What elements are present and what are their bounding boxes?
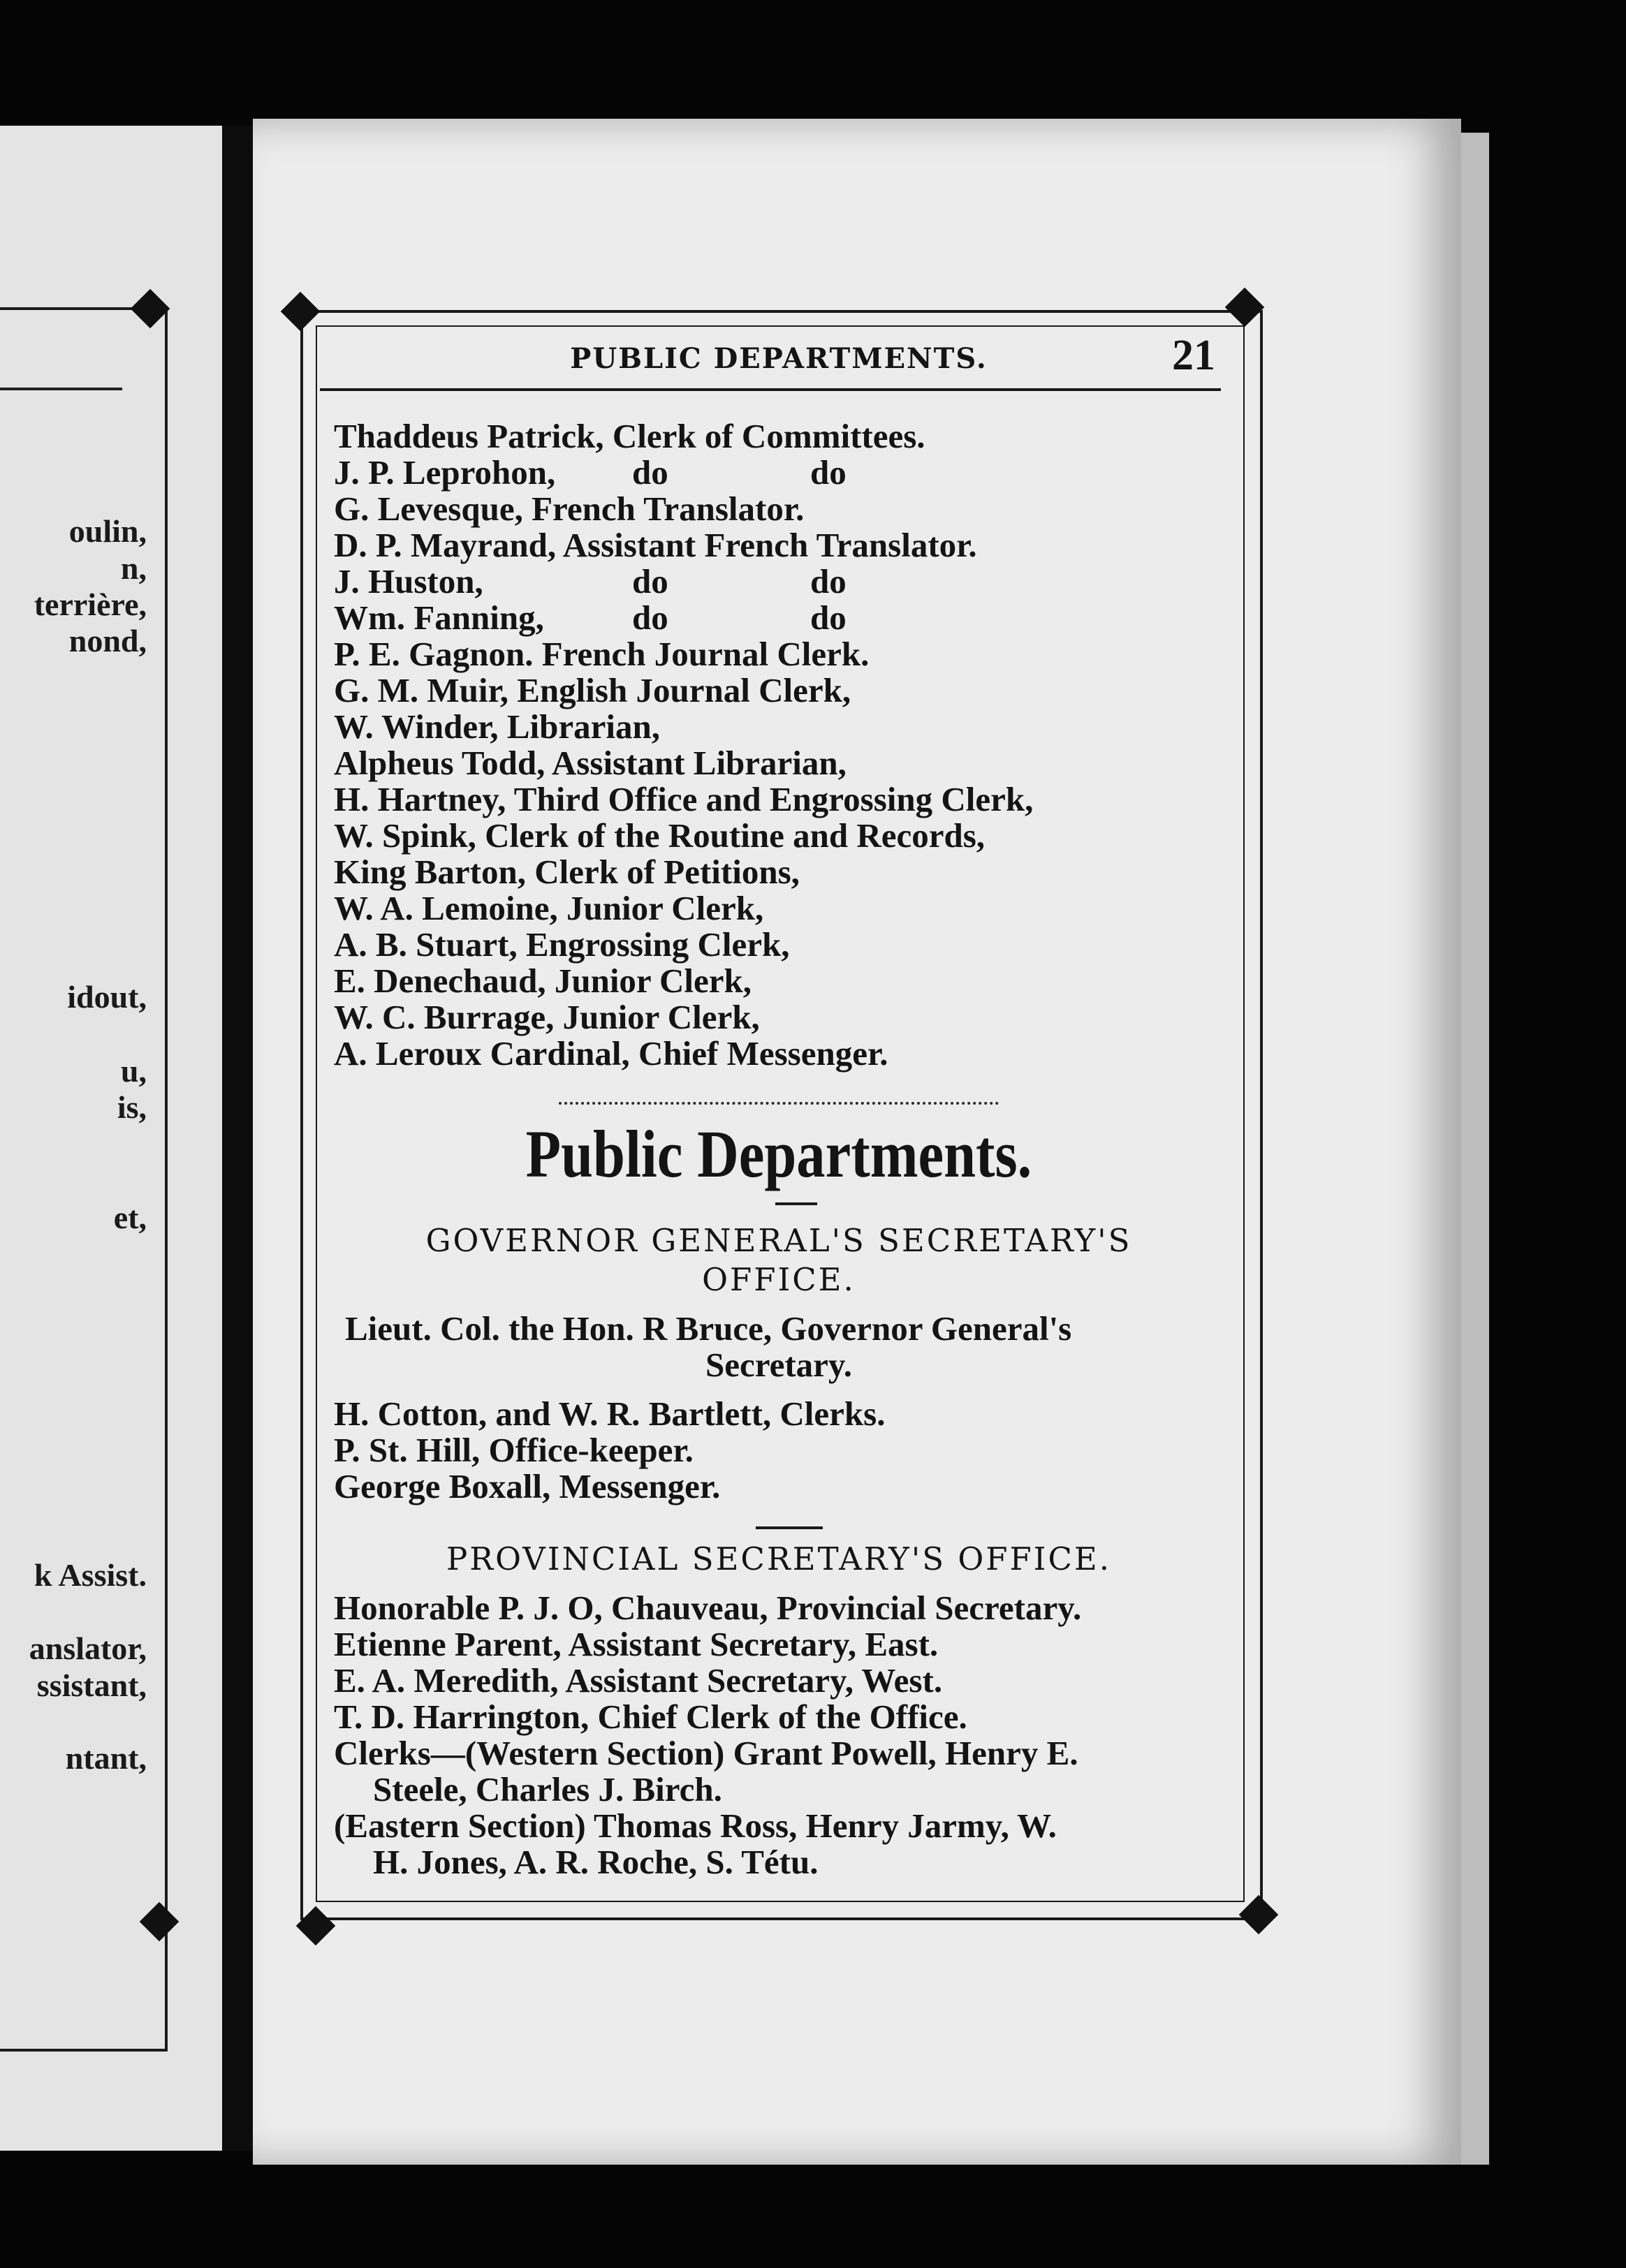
governor-office-line-cont: Secretary. xyxy=(705,1346,852,1384)
provincial-office-line-cont: Steele, Charles J. Birch. xyxy=(373,1770,722,1809)
provincial-office-line-cont: H. Jones, A. R. Roche, S. Tétu. xyxy=(373,1843,819,1881)
staff-line: King Barton, Clerk of Petitions, xyxy=(334,853,800,891)
dotted-separator xyxy=(559,1102,999,1105)
staff-line: E. Denechaud, Junior Clerk, xyxy=(334,962,752,1000)
book-gutter xyxy=(222,126,253,2151)
section-title: Public Departments. xyxy=(525,1117,1032,1191)
left-page-fragment: terrière, xyxy=(34,587,147,622)
ditto-mark: do xyxy=(632,453,668,492)
page-edge xyxy=(1461,133,1489,2165)
staff-line: W. Spink, Clerk of the Routine and Records, xyxy=(334,816,986,855)
governor-office-heading-cont: OFFICE. xyxy=(702,1261,856,1298)
provincial-office-line: Honorable P. J. O, Chauveau, Provincial Secretary. xyxy=(334,1589,1082,1627)
page-header xyxy=(328,330,1229,383)
provincial-office-line: T. D. Harrington, Chief Clerk of the Office. xyxy=(334,1698,967,1736)
staff-line: W. C. Burrage, Junior Clerk, xyxy=(334,998,760,1036)
running-head: PUBLIC DEPARTMENTS. xyxy=(570,342,988,375)
provincial-office-line: E. A. Meredith, Assistant Secretary, West. xyxy=(334,1661,943,1700)
governor-office-line: George Boxall, Messenger. xyxy=(334,1467,721,1505)
left-page-fragment: ssistant, xyxy=(36,1667,147,1703)
left-page xyxy=(0,126,222,2151)
staff-line: J. P. Leprohon, xyxy=(334,453,556,492)
left-page-fragment: anslator, xyxy=(29,1630,147,1666)
staff-line: G. Levesque, French Translator. xyxy=(334,489,805,528)
left-page-fragment: ntant, xyxy=(65,1740,147,1776)
governor-office-line: Lieut. Col. the Hon. R Bruce, Governor General's xyxy=(345,1309,1072,1348)
provincial-office-line: (Eastern Section) Thomas Ross, Henry Jarmy, W. xyxy=(334,1806,1057,1845)
title-rule xyxy=(775,1202,817,1205)
left-page-fragment: oulin, xyxy=(68,513,147,549)
left-page-fragment: idout, xyxy=(67,979,147,1015)
ditto-mark: do xyxy=(810,562,847,601)
provincial-office-heading: PROVINCIAL SECRETARY'S OFFICE. xyxy=(446,1540,1112,1577)
ditto-mark: do xyxy=(632,598,668,637)
ditto-mark: do xyxy=(810,598,847,637)
left-page-header-rule xyxy=(0,388,122,390)
staff-line: P. E. Gagnon. French Journal Clerk. xyxy=(334,635,870,673)
staff-line: Wm. Fanning, xyxy=(334,598,544,637)
left-page-fragment: k Assist. xyxy=(34,1557,147,1593)
staff-line: D. P. Mayrand, Assistant French Translator. xyxy=(334,526,977,564)
staff-line: G. M. Muir, English Journal Clerk, xyxy=(334,671,851,709)
header-rule xyxy=(320,388,1221,391)
left-page-fragment: u, xyxy=(120,1053,147,1089)
left-page-fragment: is, xyxy=(117,1089,147,1125)
staff-line: J. Huston, xyxy=(334,562,483,601)
staff-line: Thaddeus Patrick, Clerk of Committees. xyxy=(334,417,925,455)
governor-office-line: P. St. Hill, Office-keeper. xyxy=(334,1431,694,1469)
ditto-mark: do xyxy=(810,453,847,492)
staff-line: A. B. Stuart, Engrossing Clerk, xyxy=(334,925,790,964)
left-page-fragment: et, xyxy=(113,1200,147,1235)
staff-line: H. Hartney, Third Office and Engrossing Clerk, xyxy=(334,780,1034,818)
provincial-office-line: Clerks—(Western Section) Grant Powell, Henry E. xyxy=(334,1734,1078,1772)
governor-office-heading: GOVERNOR GENERAL'S SECRETARY'S xyxy=(425,1222,1132,1259)
governor-office-line: H. Cotton, and W. R. Bartlett, Clerks. xyxy=(334,1394,886,1433)
staff-line: Alpheus Todd, Assistant Librarian, xyxy=(334,744,847,782)
left-page-fragment: n, xyxy=(120,550,147,586)
staff-line: W. A. Lemoine, Junior Clerk, xyxy=(334,889,764,927)
left-page-fragment: nond, xyxy=(68,623,147,658)
staff-line: W. Winder, Librarian, xyxy=(334,707,661,746)
page-number: 21 xyxy=(1172,332,1215,379)
staff-line: A. Leroux Cardinal, Chief Messenger. xyxy=(334,1034,888,1073)
provincial-office-line: Etienne Parent, Assistant Secretary, East. xyxy=(334,1625,939,1663)
ditto-mark: do xyxy=(632,562,668,601)
section-rule xyxy=(756,1526,823,1529)
